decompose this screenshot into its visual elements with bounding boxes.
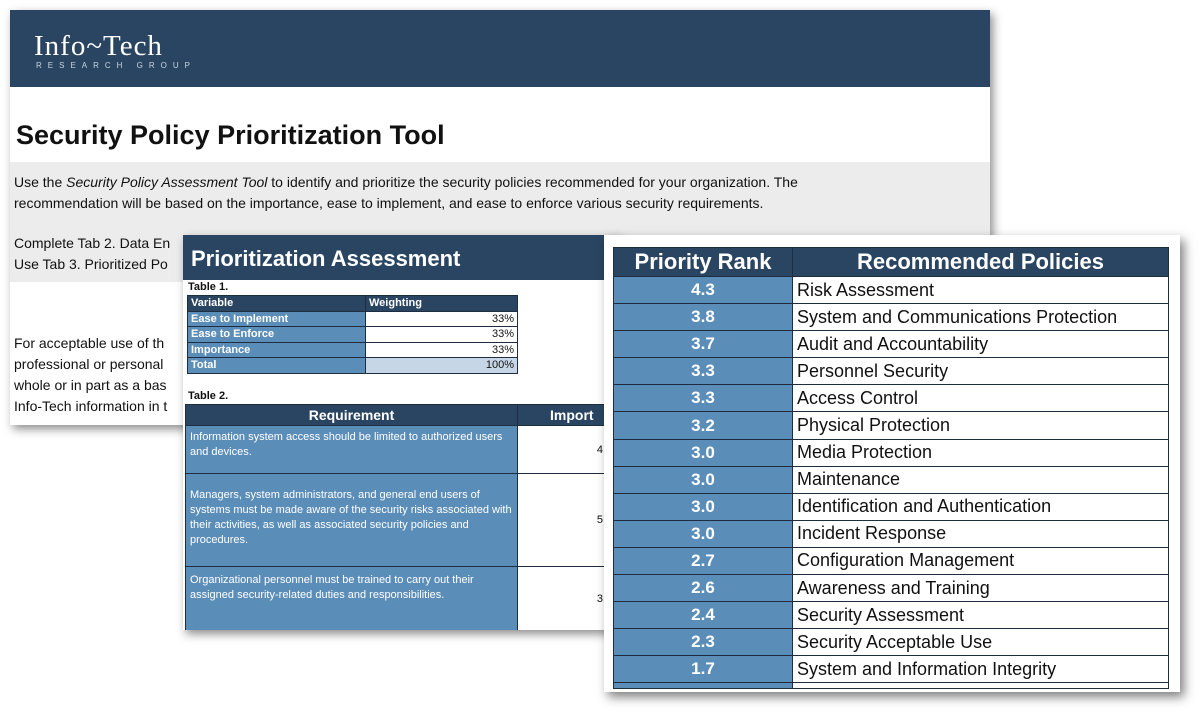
priority-row <box>614 520 1169 547</box>
weighting-cell[interactable]: 33% <box>366 327 518 343</box>
rank-cell: 3.0 <box>614 493 793 520</box>
disclaimer-line-4: Info-Tech information in t <box>14 398 168 414</box>
total-value: 100% <box>366 358 518 374</box>
weighting-header: Weighting <box>366 296 518 312</box>
policy-cell: Awareness and Training <box>793 575 1169 602</box>
policy-cell: Audit and Accountability <box>793 331 1169 358</box>
priority-row <box>614 304 1169 331</box>
priority-header-row <box>614 248 1169 277</box>
disclaimer-line-2: professional or personal <box>14 356 164 372</box>
weighting-cell[interactable]: 33% <box>366 311 518 327</box>
brand-header <box>10 10 990 87</box>
rank-cell: 4.3 <box>614 277 793 304</box>
intro-line-1: Use the Security Policy Assessment Tool to identify and prioritize the security policies recommended for your organization. The <box>14 174 798 190</box>
importance-cell[interactable]: 5 <box>518 474 608 567</box>
rank-cell: 2.4 <box>614 602 793 629</box>
page-title: Security Policy Prioritization Tool <box>16 120 445 150</box>
table1-label: Table 1. <box>188 281 229 293</box>
policy-cell: System and Communications Protection <box>793 304 1169 331</box>
priority-row <box>614 602 1169 629</box>
priority-row <box>614 575 1169 602</box>
rank-cell: 3.0 <box>614 466 793 493</box>
weighting-cell[interactable]: 33% <box>366 342 518 358</box>
variable-cell: Ease to Implement <box>188 311 366 327</box>
rank-cell: 2.7 <box>614 547 793 574</box>
logo-wordmark: Info~Tech <box>34 30 163 62</box>
requirement-row <box>186 567 608 631</box>
variable-cell: Ease to Enforce <box>188 327 366 343</box>
requirement-cell: Information system access should be limited to authorized users and devices. <box>186 426 518 474</box>
policy-cell: Security Acceptable Use <box>793 629 1169 656</box>
assessment-title: Prioritization Assessment <box>191 246 461 271</box>
disclaimer-line-3: whole or in part as a bas <box>14 377 167 393</box>
priority-row <box>614 412 1169 439</box>
importance-cell[interactable]: 4 <box>518 426 608 474</box>
rank-cell: 3.3 <box>614 358 793 385</box>
assessment-sheet <box>183 235 618 630</box>
importance-cell[interactable]: 3 <box>518 567 608 631</box>
rank-cell: 2.3 <box>614 629 793 656</box>
policy-cell: Media Protection <box>793 439 1169 466</box>
weighting-row <box>188 327 518 343</box>
priority-row <box>614 656 1169 683</box>
intro-line-3: Complete Tab 2. Data En <box>14 235 171 251</box>
priority-row <box>614 466 1169 493</box>
priority-row <box>614 385 1169 412</box>
priority-rank-header: Priority Rank <box>614 248 793 277</box>
rank-cell: 3.2 <box>614 412 793 439</box>
requirements-header-row <box>186 405 608 426</box>
priority-row <box>614 439 1169 466</box>
priority-row <box>614 331 1169 358</box>
variable-header: Variable <box>188 296 366 312</box>
policy-cell: System and Information Integrity <box>793 656 1169 683</box>
priority-table <box>613 247 1169 689</box>
requirement-row <box>186 426 608 474</box>
recommended-policies-header: Recommended Policies <box>793 248 1169 277</box>
policy-cell-empty <box>793 683 1169 689</box>
weighting-table <box>187 295 518 374</box>
rank-cell: 3.0 <box>614 439 793 466</box>
logo-tagline: RESEARCH GROUP <box>36 61 197 70</box>
table2-label: Table 2. <box>188 390 229 402</box>
intro-line-2: recommendation will be based on the importance, ease to implement, and ease to enforce various security requirements. <box>14 195 764 211</box>
priority-row <box>614 277 1169 304</box>
rank-cell-empty <box>614 683 793 689</box>
rank-cell: 3.0 <box>614 520 793 547</box>
weighting-header-row <box>188 296 518 312</box>
variable-cell: Importance <box>188 342 366 358</box>
weighting-row <box>188 342 518 358</box>
tool-name: Security Policy Assessment Tool <box>66 174 268 190</box>
policy-cell: Personnel Security <box>793 358 1169 385</box>
rank-cell: 3.8 <box>614 304 793 331</box>
rank-cell: 3.3 <box>614 385 793 412</box>
policy-cell: Incident Response <box>793 520 1169 547</box>
policy-cell: Security Assessment <box>793 602 1169 629</box>
priority-row <box>614 493 1169 520</box>
requirement-header: Requirement <box>186 405 518 426</box>
policy-cell: Access Control <box>793 385 1169 412</box>
priority-row <box>614 547 1169 574</box>
rank-cell: 1.7 <box>614 656 793 683</box>
priority-row <box>614 358 1169 385</box>
policy-cell: Configuration Management <box>793 547 1169 574</box>
total-label: Total <box>188 358 366 374</box>
policy-cell: Risk Assessment <box>793 277 1169 304</box>
policy-cell: Maintenance <box>793 466 1169 493</box>
weighting-total-row <box>188 358 518 374</box>
requirements-table <box>185 404 608 630</box>
requirement-row <box>186 474 608 567</box>
policy-cell: Identification and Authentication <box>793 493 1169 520</box>
importance-header: Import <box>518 405 608 426</box>
requirement-cell: Managers, system administrators, and general end users of systems must be made aware of the security risks associated with their activities, as well as associated security policies and procedures. <box>186 474 518 567</box>
rank-cell: 3.7 <box>614 331 793 358</box>
ranking-sheet <box>604 235 1180 692</box>
weighting-row <box>188 311 518 327</box>
policy-cell: Physical Protection <box>793 412 1169 439</box>
assessment-header <box>183 235 618 280</box>
requirement-cell: Organizational personnel must be trained to carry out their assigned security-related duties and responsibilities. <box>186 567 518 631</box>
intro-line-4: Use Tab 3. Prioritized Po <box>14 256 168 272</box>
priority-row <box>614 629 1169 656</box>
disclaimer-line-1: For acceptable use of th <box>14 335 165 351</box>
rank-cell: 2.6 <box>614 575 793 602</box>
priority-row-partial <box>614 683 1169 689</box>
